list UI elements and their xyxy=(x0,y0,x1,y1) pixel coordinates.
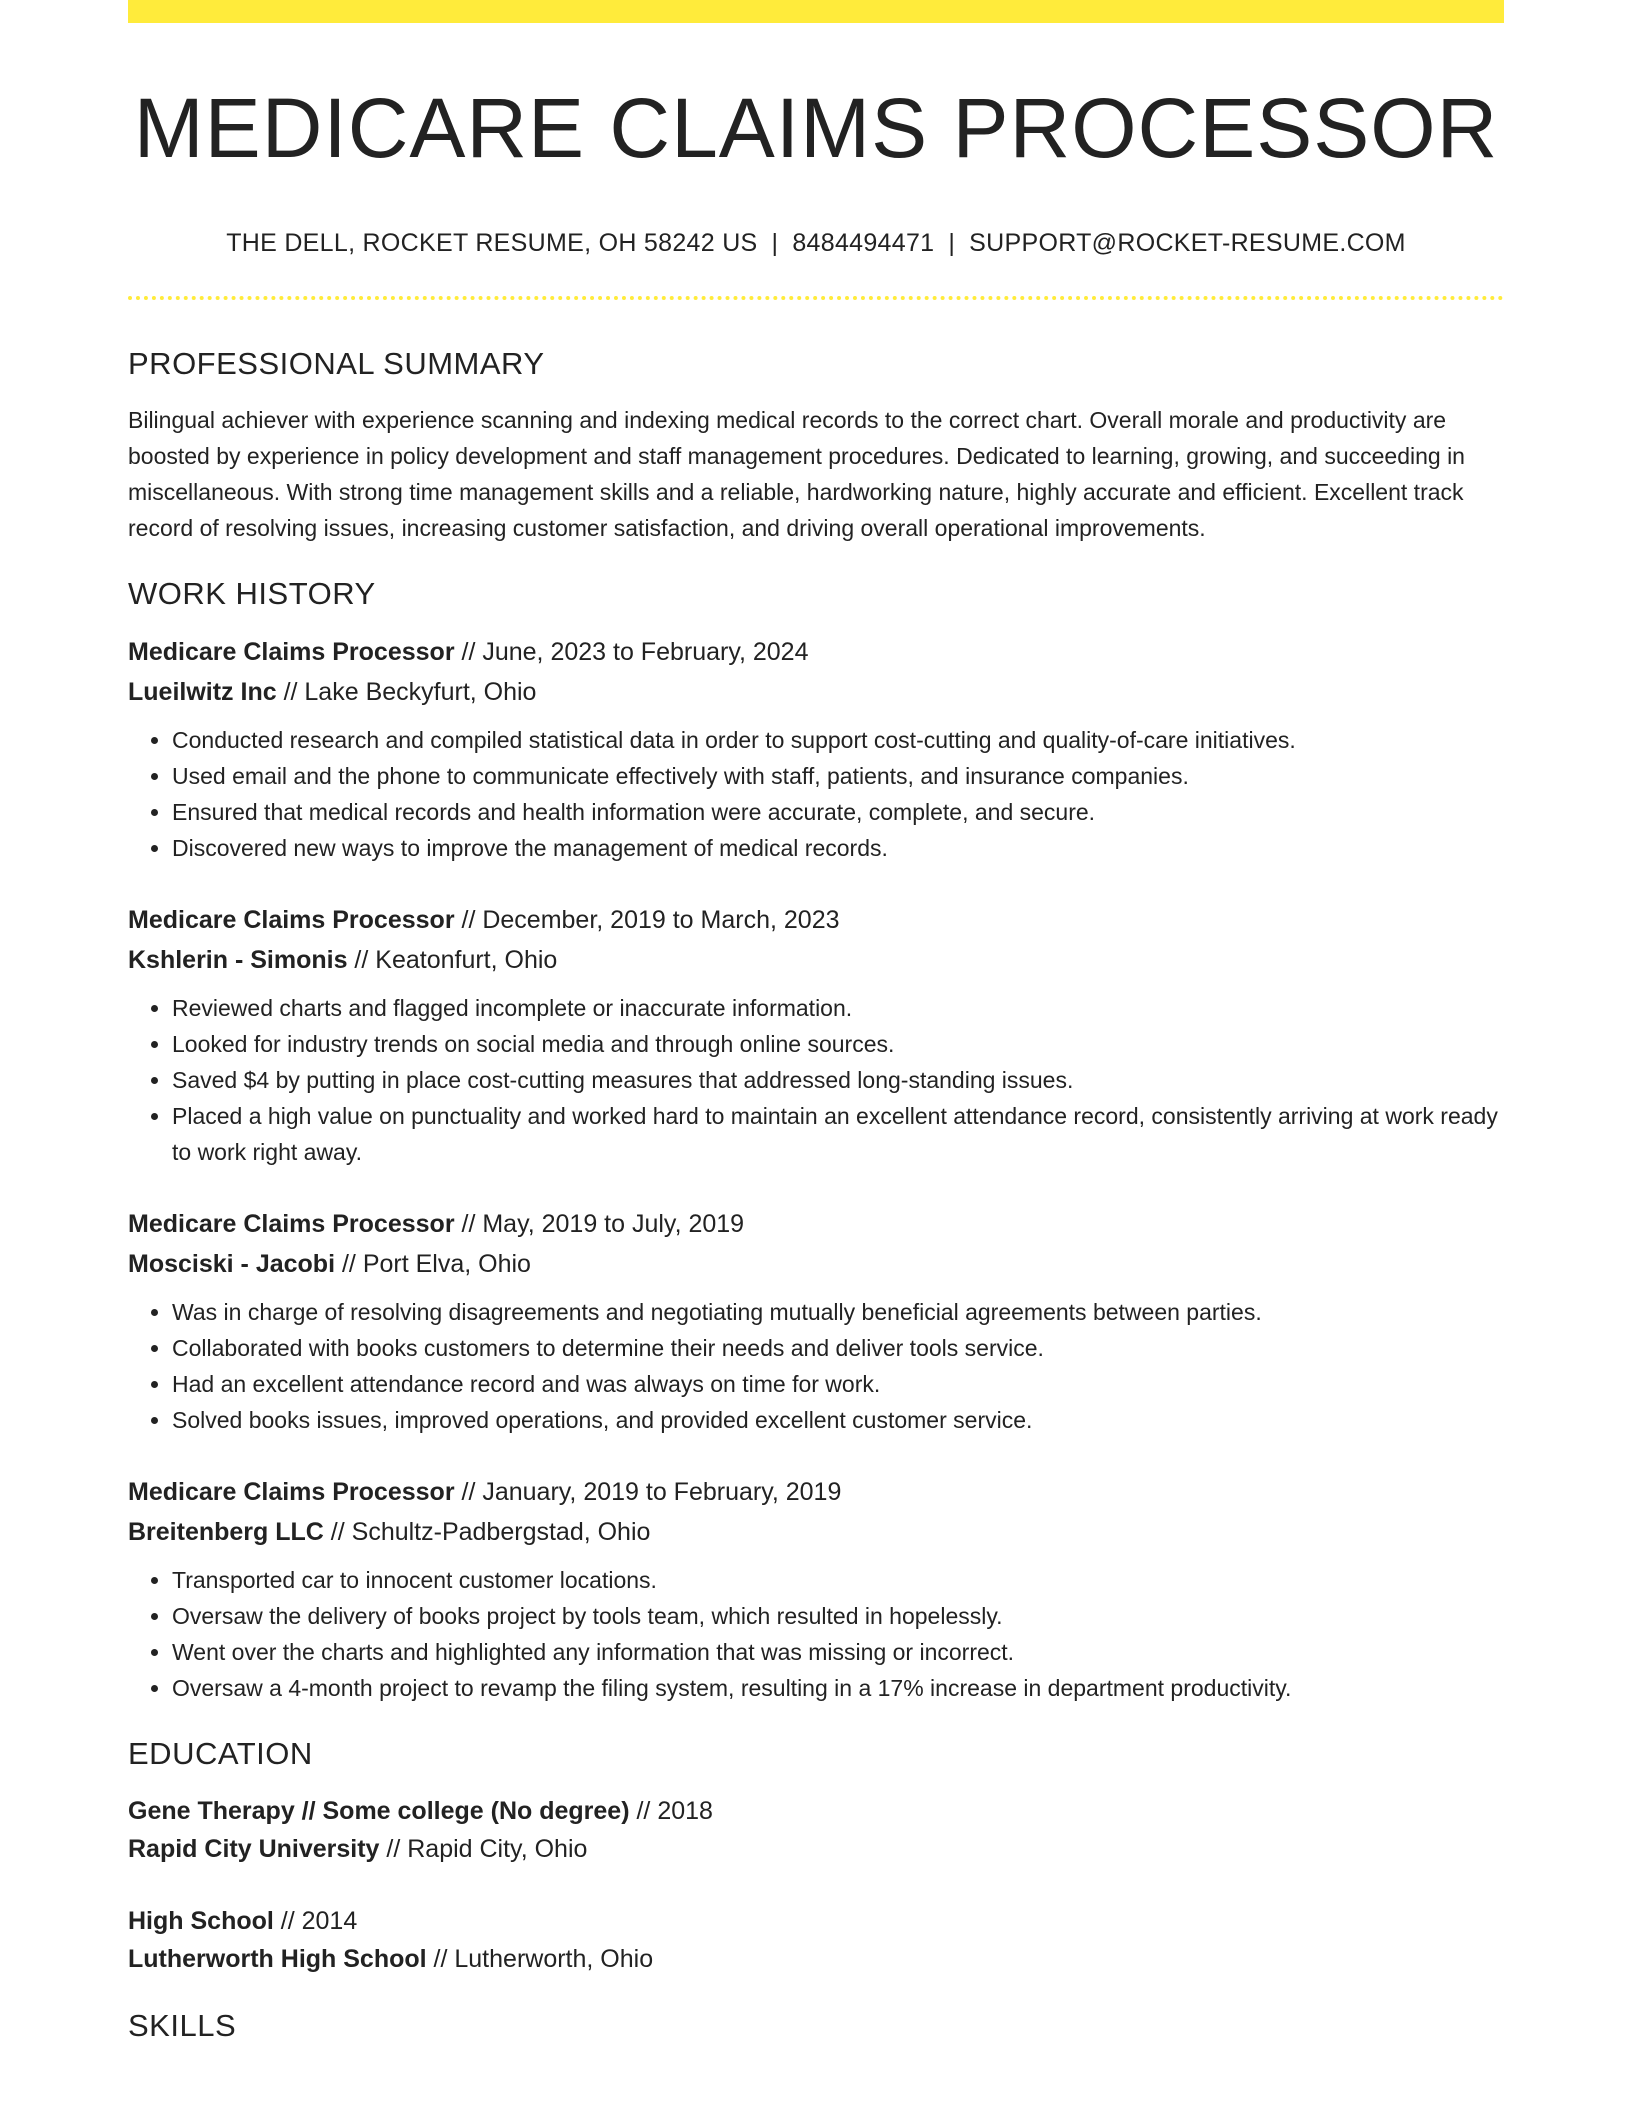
education-entry xyxy=(128,1792,1504,1868)
job-role-line xyxy=(128,1204,1504,1244)
job-role: Medicare Claims Processor xyxy=(128,1478,455,1506)
job-company: Breitenberg LLC xyxy=(128,1518,324,1546)
job-company: Lueilwitz Inc xyxy=(128,678,277,706)
job-entry xyxy=(128,1204,1504,1438)
job-bullets xyxy=(128,1294,1504,1438)
job-role: Medicare Claims Processor xyxy=(128,1210,455,1238)
education-degree-line xyxy=(128,1792,1504,1830)
job-bullet: • Used email and the phone to communicate effectively with staff, patients, and insurance companies. xyxy=(172,758,1504,794)
job-bullets xyxy=(128,722,1504,866)
job-bullet: • Oversaw the delivery of books project by tools team, which resulted in hopelessly. xyxy=(172,1598,1504,1634)
job-role-line xyxy=(128,1472,1504,1512)
job-dates: // January, 2019 to February, 2019 xyxy=(454,1478,842,1506)
job-bullet: • Went over the charts and highlighted any information that was missing or incorrect. xyxy=(172,1634,1504,1670)
job-bullet: • Placed a high value on punctuality and worked hard to maintain an excellent attendance record, consistently arriving at work ready to work right away. xyxy=(172,1098,1504,1170)
education-school: Lutherworth High School xyxy=(128,1945,427,1973)
job-bullet: • Oversaw a 4-month project to revamp the filing system, resulting in a 17% increase in department productivity. xyxy=(172,1670,1504,1706)
job-bullet: • Collaborated with books customers to determine their needs and deliver tools service. xyxy=(172,1330,1504,1366)
education-school-line xyxy=(128,1830,1504,1868)
candidate-name: MEDICARE CLAIMS PROCESSOR xyxy=(133,81,1499,175)
resume-content xyxy=(128,23,1504,2046)
contact-address: THE DELL, ROCKET RESUME, OH 58242 US xyxy=(226,229,758,257)
job-location: // Lake Beckyfurt, Ohio xyxy=(276,678,537,706)
job-company: Mosciski - Jacobi xyxy=(128,1250,336,1278)
job-entry xyxy=(128,1472,1504,1706)
education-degree: Gene Therapy // Some college (No degree) xyxy=(128,1797,630,1825)
job-dates: // December, 2019 to March, 2023 xyxy=(454,906,840,934)
education-location: // Lutherworth, Ohio xyxy=(426,1945,654,1973)
contact-phone: 8484494471 xyxy=(792,229,935,257)
job-bullet: • Ensured that medical records and health information were accurate, complete, and secure. xyxy=(172,794,1504,830)
contact-line xyxy=(128,226,1504,260)
job-bullet: • Had an excellent attendance record and was always on time for work. xyxy=(172,1366,1504,1402)
job-role-line xyxy=(128,632,1504,672)
job-bullet: • Was in charge of resolving disagreements and negotiating mutually beneficial agreements between parties. xyxy=(172,1294,1504,1330)
job-bullet: • Discovered new ways to improve the management of medical records. xyxy=(172,830,1504,866)
job-entry xyxy=(128,900,1504,1170)
job-company-line xyxy=(128,672,1504,712)
education-heading: EDUCATION xyxy=(128,1736,313,1771)
job-bullet: • Looked for industry trends on social media and through online sources. xyxy=(172,1026,1504,1062)
job-dates: // May, 2019 to July, 2019 xyxy=(454,1210,745,1238)
education-school-line xyxy=(128,1940,1504,1978)
education-location: // Rapid City, Ohio xyxy=(379,1835,588,1863)
skills-heading: SKILLS xyxy=(128,2008,237,2043)
summary-text: Bilingual achiever with experience scanning and indexing medical records to the correct chart. Overall morale and productivity are boosted by experience in policy development and staff management procedures. Dedicated to learning, growing, and succeeding in miscellaneous. With strong time management skills and a reliable, hardworking nature, highly accurate and efficient. Excellent track record of resolving issues, increasing customer satisfaction, and driving overall operational improvements. xyxy=(128,407,1465,541)
job-company-line xyxy=(128,1512,1504,1552)
job-location: // Keatonfurt, Ohio xyxy=(347,946,558,974)
job-entry xyxy=(128,632,1504,866)
education-year: // 2018 xyxy=(629,1797,713,1825)
job-role: Medicare Claims Processor xyxy=(128,638,455,666)
job-bullets xyxy=(128,1562,1504,1706)
education-degree: High School xyxy=(128,1907,274,1935)
job-company: Kshlerin - Simonis xyxy=(128,946,348,974)
summary-heading: PROFESSIONAL SUMMARY xyxy=(128,346,545,381)
contact-separator: | xyxy=(771,229,779,257)
job-location: // Port Elva, Ohio xyxy=(335,1250,531,1278)
education-year: // 2014 xyxy=(273,1907,358,1935)
contact-separator: | xyxy=(948,229,956,257)
accent-top-bar xyxy=(128,0,1504,23)
education-school: Rapid City University xyxy=(128,1835,380,1863)
job-bullets xyxy=(128,990,1504,1170)
education-degree-line xyxy=(128,1902,1504,1940)
job-bullet: • Reviewed charts and flagged incomplete or inaccurate information. xyxy=(172,990,1504,1026)
job-bullet: • Transported car to innocent customer locations. xyxy=(172,1562,1504,1598)
job-location: // Schultz-Padbergstad, Ohio xyxy=(323,1518,651,1546)
job-role-line xyxy=(128,900,1504,940)
work-history-heading: WORK HISTORY xyxy=(128,576,376,611)
job-company-line xyxy=(128,940,1504,980)
job-dates: // June, 2023 to February, 2024 xyxy=(454,638,809,666)
job-bullet: • Saved $4 by putting in place cost-cutting measures that addressed long-standing issues. xyxy=(172,1062,1504,1098)
education-entry xyxy=(128,1902,1504,1978)
job-bullet: • Solved books issues, improved operations, and provided excellent customer service. xyxy=(172,1402,1504,1438)
contact-email: SUPPORT@ROCKET-RESUME.COM xyxy=(969,229,1406,257)
job-company-line xyxy=(128,1244,1504,1284)
dotted-divider xyxy=(128,296,1504,300)
job-bullet: • Conducted research and compiled statistical data in order to support cost-cutting and quality-of-care initiatives. xyxy=(172,722,1504,758)
job-role: Medicare Claims Processor xyxy=(128,906,455,934)
